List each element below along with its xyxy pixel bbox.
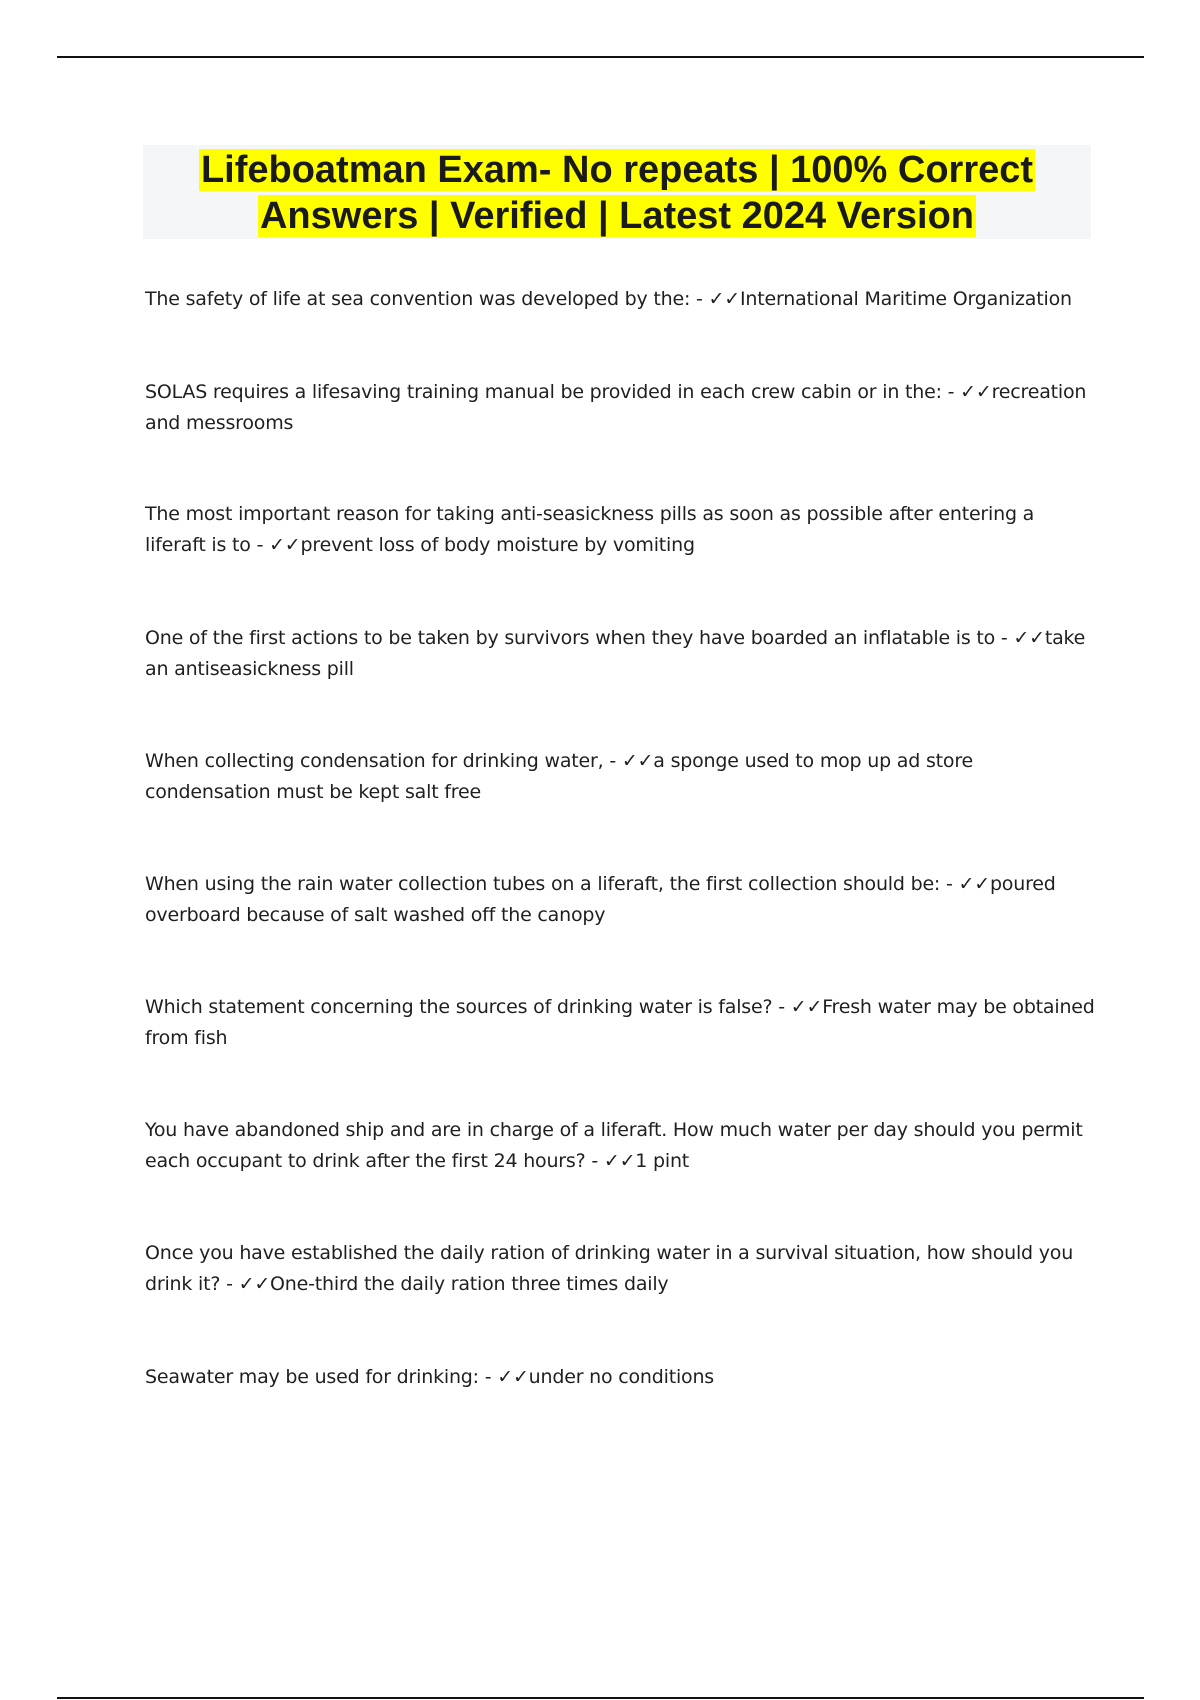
answer-text: a sponge used to mop up ad store condensation must be kept salt free [145, 750, 973, 803]
double-check-icon: ✓✓ [621, 750, 654, 772]
question-text: The most important reason for taking anti-seasickness pills as soon as possible after entering a liferaft is to [145, 503, 1035, 556]
separator: - [250, 534, 270, 556]
qa-item-5 [145, 746, 1095, 808]
qa-item-3 [145, 499, 1095, 561]
title-line-1: Lifeboatman Exam- No repeats | 100% Correct [200, 149, 1034, 191]
qa-item-4 [145, 623, 1095, 685]
qa-item-7 [145, 992, 1095, 1054]
separator: - [603, 750, 622, 772]
question-text: You have abandoned ship and are in charge of a liferaft. How much water per day should you permit each occupant to drink after the first 24 hours? [145, 1119, 1083, 1172]
answer-text: take an antiseasickness pill [145, 627, 1086, 680]
question-text: Seawater may be used for drinking: [145, 1366, 479, 1388]
separator: - [995, 627, 1014, 649]
separator: - [585, 1150, 604, 1172]
qa-item-10 [145, 1362, 1095, 1393]
question-text: When using the rain water collection tubes on a liferaft, the first collection should be: [145, 873, 941, 895]
double-check-icon: ✓✓ [708, 288, 740, 310]
answer-text: Fresh water may be obtained from fish [145, 996, 1095, 1049]
separator: - [941, 381, 961, 403]
top-rule [57, 56, 1144, 58]
separator: - [772, 996, 791, 1018]
qa-item-2 [145, 377, 1095, 439]
double-check-icon: ✓✓ [497, 1366, 529, 1388]
qa-item-6 [145, 869, 1095, 931]
qa-item-9 [145, 1238, 1095, 1300]
qa-item-8 [145, 1115, 1095, 1177]
separator: - [940, 873, 959, 895]
question-text: The safety of life at sea convention was developed by the: [145, 288, 691, 310]
answer-text: One-third the daily ration three times daily [270, 1273, 669, 1295]
double-check-icon: ✓✓ [1013, 627, 1045, 649]
double-check-icon: ✓✓ [790, 996, 823, 1018]
question-text: Which statement concerning the sources of drinking water is false? [145, 996, 773, 1018]
answer-text: recreation and messrooms [145, 381, 1087, 434]
double-check-icon: ✓✓ [269, 534, 301, 556]
answer-text: poured overboard because of salt washed off the canopy [145, 873, 1056, 926]
question-text: Once you have established the daily ration of drinking water in a survival situation, how should you drink it? [145, 1242, 1074, 1295]
answer-text: International Maritime Organization [739, 288, 1072, 310]
bottom-rule [57, 1697, 1144, 1699]
answer-text: prevent loss of body moisture by vomiting [300, 534, 695, 556]
answer-text: under no conditions [528, 1366, 715, 1388]
separator: - [690, 288, 709, 310]
answer-text: 1 pint [635, 1150, 690, 1172]
qa-item-1 [145, 284, 1095, 315]
question-text: SOLAS requires a lifesaving training manual be provided in each crew cabin or in the: [145, 381, 942, 403]
separator: - [478, 1366, 498, 1388]
double-check-icon: ✓✓ [958, 873, 990, 895]
double-check-icon: ✓✓ [960, 381, 992, 403]
separator: - [220, 1273, 239, 1295]
title-line-2: Answers | Verified | Latest 2024 Version [259, 195, 975, 237]
question-text: When collecting condensation for drinking water, [145, 750, 604, 772]
document-title [143, 145, 1091, 239]
double-check-icon: ✓✓ [238, 1273, 271, 1295]
double-check-icon: ✓✓ [603, 1150, 636, 1172]
question-text: One of the first actions to be taken by survivors when they have boarded an inflatable is to [145, 627, 996, 649]
